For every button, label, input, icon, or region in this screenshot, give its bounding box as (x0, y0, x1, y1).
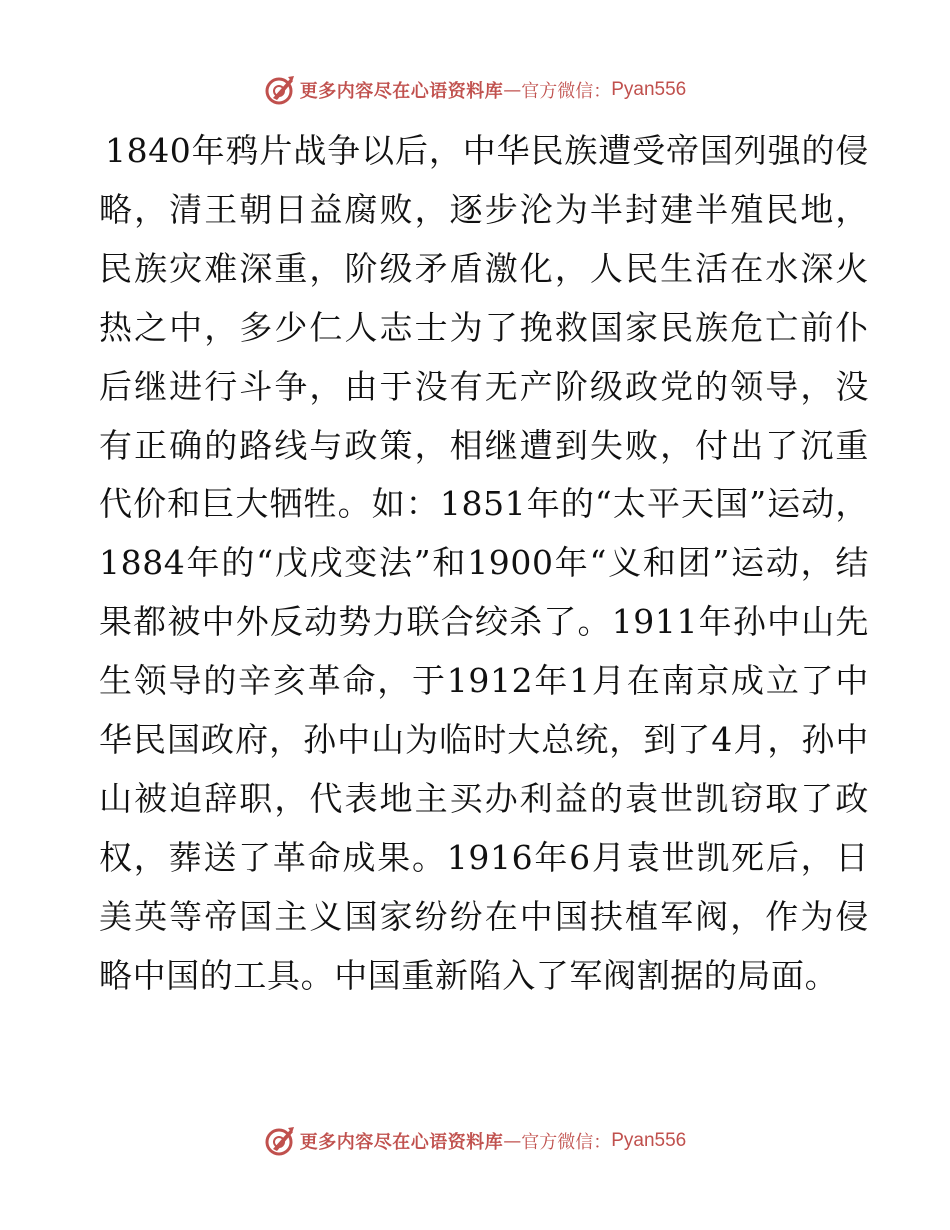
quill-pen-logo-icon (264, 1125, 296, 1157)
footer-banner-separator: — (503, 1130, 522, 1152)
header-banner-separator: — (503, 79, 522, 101)
header-wechat-label: 官方微信： (521, 81, 612, 102)
header-wechat-id: Pyan556 (611, 79, 687, 100)
footer-banner (0, 1121, 950, 1161)
quill-pen-logo-icon (264, 74, 296, 106)
footer-wechat-id: Pyan556 (611, 1130, 687, 1151)
footer-wechat-label: 官方微信： (521, 1132, 612, 1153)
body-paragraph: 1840年鸦片战争以后，中华民族遭受帝国列强的侵略，清王朝日益腐败，逐步沦为半封建半殖民地，民族灾难深重，阶级矛盾激化，人民生活在水深火热之中，多少仁人志士为了挽救国家民族危亡前仆后继进行斗争，由于没有无产阶级政党的领导，没有正确的路线与政策，相继遭到失败，付出了沉重代价和巨大牺牲。如：1851年的“太平天国”运动，1884年的“戊戌变法”和1900年“义和团”运动，结果都被中外反动势力联合绞杀了。1911年孙中山先生领导的辛亥革命，于1912年1月在南京成立了中华民国政府，孙中山为临时大总统，到了4月，孙中山被迫辞职，代表地主买办利益的袁世凯窃取了政权，葬送了革命成果。1916年6月袁世凯死后，日美英等帝国主义国家纷纷在中国扶植军阀，作为侵略中国的工具。中国重新陷入了军阀割据的局面。 (99, 131, 869, 995)
document-body (99, 122, 869, 1006)
footer-banner-text: 更多内容尽在心语资料库 (299, 1132, 504, 1153)
header-banner (0, 70, 950, 110)
header-banner-text: 更多内容尽在心语资料库 (299, 81, 504, 102)
